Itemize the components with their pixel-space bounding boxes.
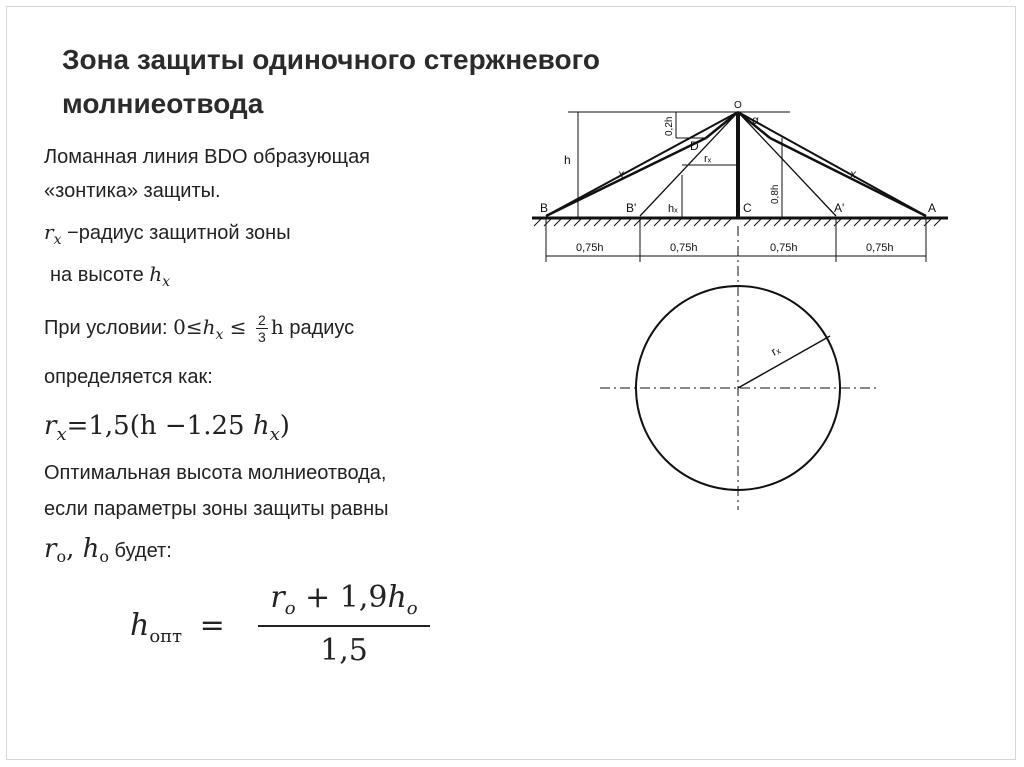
label-Aprime: A' [834, 201, 845, 215]
opt-h: h [82, 534, 100, 564]
formula-r: r [44, 411, 57, 441]
hopt-num-hsub: o [406, 598, 418, 619]
determined-line: определяется как: [44, 366, 213, 388]
label-alpha: α [752, 113, 759, 127]
label-O: O [734, 100, 742, 111]
label-h: h [564, 153, 571, 167]
label-A: A [928, 201, 937, 215]
condition-H: h [270, 314, 284, 339]
text-line-umbrella: «зонтика» защиты. [44, 180, 221, 202]
zone-line-right-outer [738, 112, 926, 216]
label-hx: hₓ [668, 203, 678, 215]
label-D: D [690, 139, 699, 153]
hopt-num-rsub: o [284, 598, 296, 619]
hopt-eq: = [199, 608, 225, 643]
hopt-h: h [130, 608, 150, 643]
base-dim-2: 0,75h [670, 242, 698, 254]
hopt-denominator: 1,5 [320, 633, 368, 668]
title-line-1: Зона защиты одиночного стержневого [62, 44, 601, 75]
label-B: B [540, 201, 549, 215]
formula-h: h [252, 411, 270, 441]
optimal-line-2: если параметры зоны защиты равны [44, 498, 389, 520]
condition-hsub: x [215, 326, 224, 343]
opt-rsub: o [56, 547, 67, 566]
label-C: C [743, 201, 752, 215]
optimal-line-1: Оптимальная высота молниеотвода, [44, 462, 387, 484]
condition-prefix: При условии: [44, 316, 174, 339]
zone-line-right-bottom [770, 138, 926, 216]
hopt-num-mid: + 1,9 [295, 580, 388, 615]
formula-rsub: x [56, 424, 67, 446]
opt-hsub: o [99, 547, 109, 566]
height-prefix: на высоте [50, 264, 150, 286]
opt-sep: , [66, 534, 83, 564]
hopt-num-r: r [270, 580, 285, 615]
opt-r: r [44, 534, 57, 564]
base-dim-4: 0,75h [866, 242, 894, 254]
formula-hsub: x [269, 424, 280, 446]
condition-le: ≤ [223, 314, 253, 339]
base-dim-3: 0,75h [770, 242, 798, 254]
title-line-2: молниеотвода [62, 88, 264, 119]
label-rx: rₓ [704, 153, 712, 165]
rx-definition-text: −радиус защитной зоны [61, 222, 291, 244]
base-dim-1: 0,75h [576, 242, 604, 254]
label-x-right: x [850, 167, 856, 181]
label-08h: 0,8h [770, 184, 781, 204]
circle-radius-label: rₓ [768, 342, 783, 359]
text-line-bdo: Ломанная линия BDO образующая [44, 146, 371, 168]
fraction-numerator: 2 [257, 312, 266, 328]
opt-suffix: будет: [109, 540, 172, 562]
zone-line-OD [706, 112, 738, 138]
fraction-denominator: 3 [257, 329, 266, 345]
hx-subscript: x [162, 274, 171, 290]
formula-mid: =1,5(h −1.25 [66, 411, 253, 441]
condition-suffix: радиус [283, 316, 355, 339]
formula-end: ) [279, 411, 290, 441]
hopt-sub: опт [149, 626, 183, 647]
label-Bprime: B' [626, 201, 637, 215]
label-02h: 0,2h [664, 116, 675, 136]
hx-symbol: h [149, 262, 163, 286]
condition-zero: 0≤ [173, 314, 203, 339]
circle-radius-line [738, 336, 830, 388]
hopt-num-h: h [387, 580, 407, 615]
label-x-left: x [618, 167, 624, 181]
condition-h: h [202, 314, 216, 339]
rx-subscript: x [53, 232, 62, 248]
rx-symbol: r [44, 220, 54, 244]
